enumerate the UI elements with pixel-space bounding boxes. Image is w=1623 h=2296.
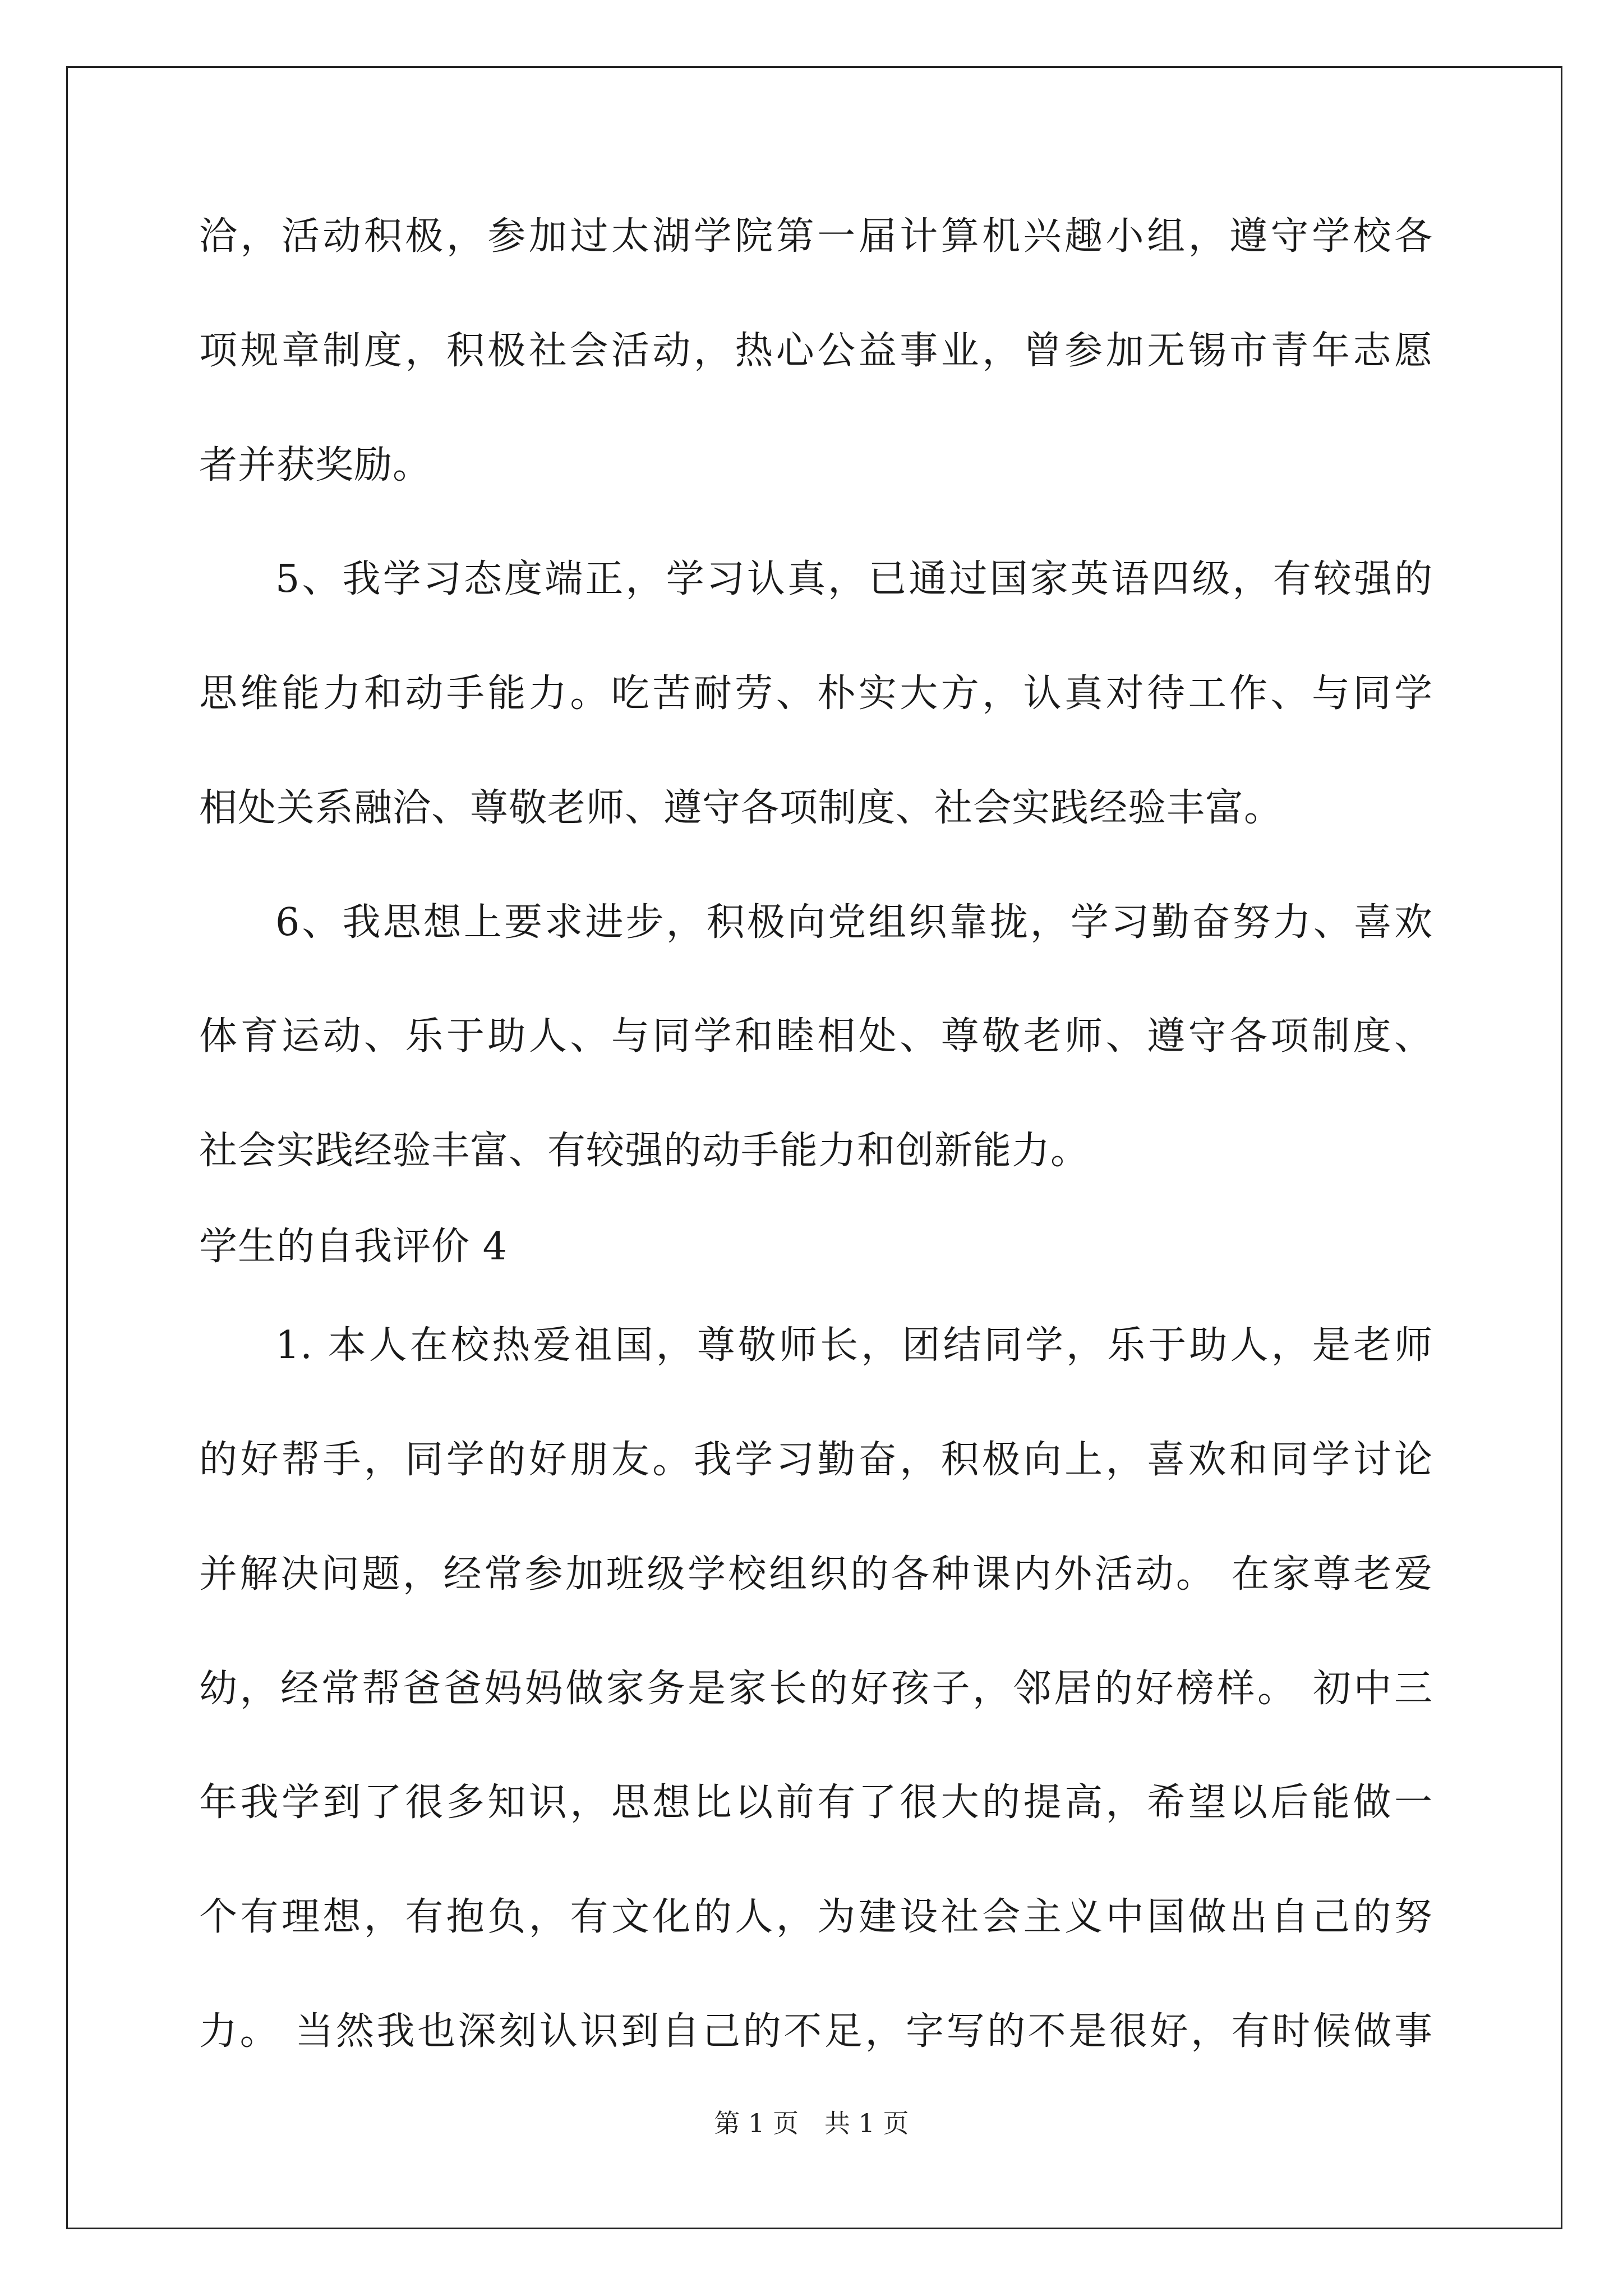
text-line: 者并获奖励。 bbox=[199, 443, 432, 487]
text-line: 思维能力和动手能力。吃苦耐劳、朴实大方，认真对待工作、与同学 bbox=[199, 671, 1433, 716]
text-line: 年我学到了很多知识，思想比以前有了很大的提高，希望以后能做一 bbox=[199, 1780, 1433, 1825]
text-line: 个有理想，有抱负，有文化的人，为建设社会主义中国做出自己的努 bbox=[199, 1895, 1433, 1939]
text-line: 相处关系融洽、尊敬老师、遵守各项制度、社会实践经验丰富。 bbox=[199, 786, 1283, 830]
paragraph-start-line: 1. 本人在校热爱祖国，尊敬师长，团结同学，乐于助人，是老师 bbox=[275, 1323, 1433, 1368]
text-line: 力。 当然我也深刻认识到自己的不足，字写的不是很好，有时候做事 bbox=[199, 2009, 1433, 2054]
text-line: 幼，经常帮爸爸妈妈做家务是家长的好孩子，邻居的好榜样。 初中三 bbox=[199, 1667, 1433, 1711]
text-line: 项规章制度，积极社会活动，热心公益事业，曾参加无锡市青年志愿 bbox=[199, 329, 1433, 373]
paragraph-start-line: 5、我学习态度端正，学习认真，已通过国家英语四级，有较强的 bbox=[275, 557, 1433, 601]
paragraph-start-line: 6、我思想上要求进步，积极向党组织靠拢，学习勤奋努力、喜欢 bbox=[275, 900, 1433, 945]
section-heading: 学生的自我评价 4 bbox=[199, 1225, 508, 1269]
text-line: 体育运动、乐于助人、与同学和睦相处、尊敬老师、遵守各项制度、 bbox=[199, 1014, 1433, 1059]
text-line: 洽，活动积极，参加过太湖学院第一届计算机兴趣小组，遵守学校各 bbox=[199, 214, 1433, 259]
page-number: 第 1 页 共 1 页 bbox=[714, 2108, 909, 2138]
text-line: 的好帮手，同学的好朋友。我学习勤奋，积极向上，喜欢和同学讨论 bbox=[199, 1438, 1433, 1482]
text-line: 社会实践经验丰富、有较强的动手能力和创新能力。 bbox=[199, 1129, 1090, 1173]
text-line: 并解决问题，经常参加班级学校组织的各种课内外活动。 在家尊老爱 bbox=[199, 1552, 1433, 1596]
